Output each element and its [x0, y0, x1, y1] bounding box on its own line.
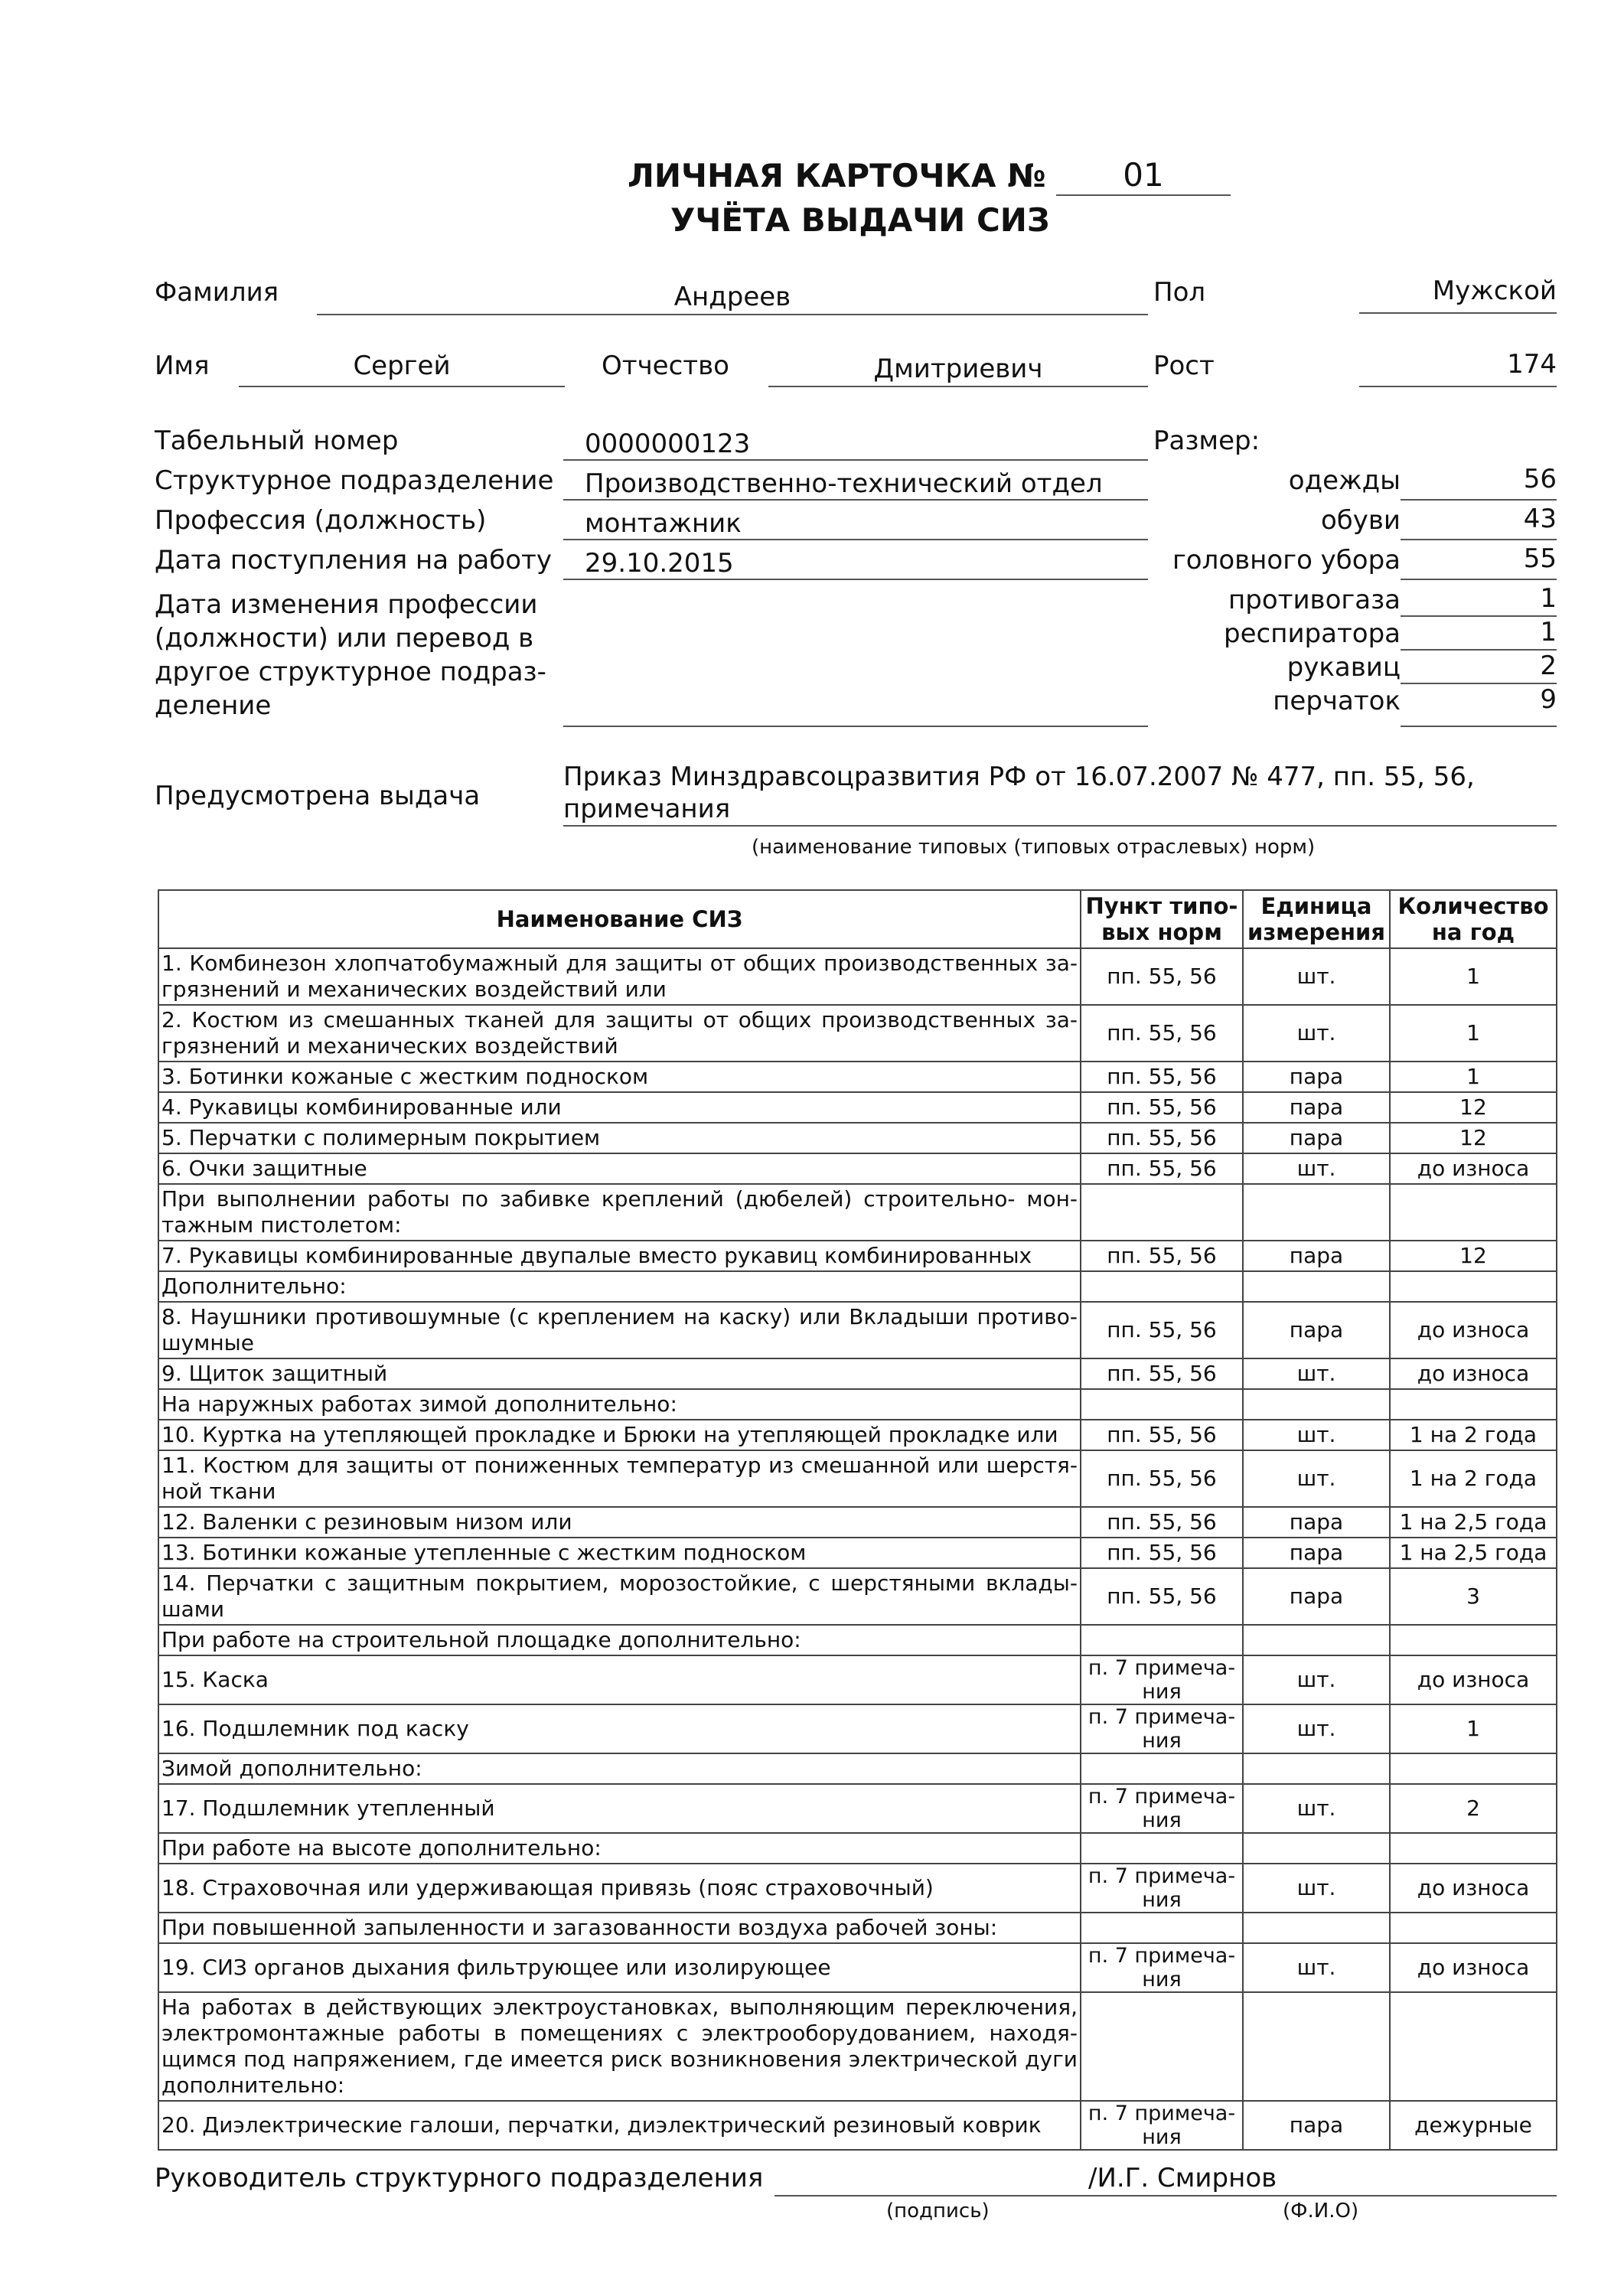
- qty-cell: до износа: [1390, 1153, 1557, 1184]
- header-norm: [1081, 890, 1243, 948]
- name-field: Сергей: [239, 351, 565, 387]
- unit-cell: [1243, 1184, 1390, 1241]
- norm-cell: пп. 55, 56: [1081, 1005, 1243, 1062]
- unit-cell: шт.: [1243, 1153, 1390, 1184]
- table-header-row: [158, 890, 1557, 948]
- change-label-line: другое структурное подраз-: [155, 657, 546, 687]
- qty-cell: [1390, 1913, 1557, 1943]
- header-unit-line: Единица: [1260, 893, 1372, 919]
- size-gasmask-value: 1: [1401, 583, 1557, 617]
- card-subtitle: УЧЁТА ВЫДАЧИ СИЗ: [670, 201, 1050, 239]
- siz-name-cell: При работе на высоте дополнительно:: [158, 1833, 1081, 1864]
- unit-cell: [1243, 1271, 1390, 1302]
- change-field: [563, 582, 1148, 727]
- table-row: [158, 1753, 1557, 1784]
- norms-field: [563, 761, 1557, 827]
- siz-name-cell: 6. Очки защитные: [158, 1153, 1081, 1184]
- norm-cell: п. 7 примеча-ния: [1081, 2101, 1243, 2150]
- table-row: [158, 1568, 1557, 1625]
- unit-cell: шт.: [1243, 1420, 1390, 1450]
- card-number: 01: [1056, 156, 1231, 196]
- qty-cell: до износа: [1390, 1943, 1557, 1992]
- table-row: [158, 1625, 1557, 1655]
- size-respirator-value: 1: [1401, 617, 1557, 651]
- siz-name-cell: 17. Подшлемник утепленный: [158, 1784, 1081, 1833]
- siz-name-cell: 19. СИЗ органов дыхания фильтрующее или изолирующее: [158, 1943, 1081, 1992]
- qty-cell: 3: [1390, 1568, 1557, 1625]
- unit-cell: пара: [1243, 1123, 1390, 1153]
- unit-cell: шт.: [1243, 1704, 1390, 1753]
- size-gloves-value: 9: [1401, 684, 1557, 727]
- size-shoes-label: обуви: [1320, 505, 1401, 536]
- qty-cell: 1 на 2,5 года: [1390, 1538, 1557, 1568]
- norm-cell: [1081, 1271, 1243, 1302]
- qty-cell: 1 на 2 года: [1390, 1450, 1557, 1507]
- unit-cell: шт.: [1243, 1864, 1390, 1913]
- norms-caption: (наименование типовых (типовых отраслевых) норм): [752, 836, 1316, 859]
- siz-name-cell: 1. Комбинезон хлопчатобумажный для защиты от общих производственных за-грязнений и механических воздействий или: [158, 948, 1081, 1005]
- size-headwear-label: головного убора: [1172, 545, 1401, 576]
- tab-number-label: Табельный номер: [155, 426, 399, 456]
- table-row: [158, 1092, 1557, 1123]
- unit-cell: шт.: [1243, 1784, 1390, 1833]
- norm-cell: пп. 55, 56: [1081, 1507, 1243, 1538]
- norm-cell: п. 7 примеча-ния: [1081, 1784, 1243, 1833]
- table-row: [158, 1153, 1557, 1184]
- qty-cell: 1: [1390, 1704, 1557, 1753]
- norm-cell: пп. 55, 56: [1081, 1062, 1243, 1092]
- unit-cell: шт.: [1243, 1358, 1390, 1389]
- hire-date-label: Дата поступления на работу: [155, 545, 552, 576]
- siz-name-cell: На работах в действующих электроустановках, выполняющим переключения, электромонтажные работы в помещениях с электрооборудованием, находя-щимся под напряжением, где имеется риск возникновения электрической дуги дополнительно:: [158, 1992, 1081, 2101]
- patronymic-label: Отчество: [602, 351, 729, 381]
- header-norm-line: вых норм: [1101, 919, 1222, 945]
- card-title: ЛИЧНАЯ КАРТОЧКА №: [628, 157, 1046, 194]
- siz-name-cell: 9. Щиток защитный: [158, 1358, 1081, 1389]
- norm-cell: пп. 55, 56: [1081, 1302, 1243, 1358]
- size-headwear-value: 55: [1401, 543, 1557, 580]
- siz-table: [158, 889, 1557, 2151]
- qty-cell: 12: [1390, 1241, 1557, 1271]
- qty-cell: 2: [1390, 1784, 1557, 1833]
- siz-name-cell: 2. Костюм из смешанных тканей для защиты от общих производственных за-грязнений и механических воздействий: [158, 1005, 1081, 1062]
- size-shoes-value: 43: [1401, 504, 1557, 540]
- siz-name-cell: 10. Куртка на утепляющей прокладке и Брюки на утепляющей прокладке или: [158, 1420, 1081, 1450]
- norm-cell: [1081, 1625, 1243, 1655]
- change-label-line: (должности) или перевод в: [155, 623, 534, 654]
- unit-cell: шт.: [1243, 1450, 1390, 1507]
- fio-caption: (Ф.И.О): [1283, 2200, 1359, 2223]
- unit-cell: [1243, 1992, 1390, 2101]
- qty-cell: дежурные: [1390, 2101, 1557, 2150]
- table-row: [158, 1507, 1557, 1538]
- unit-cell: шт.: [1243, 948, 1390, 1005]
- norm-cell: [1081, 1389, 1243, 1420]
- manager-fio-field: /И.Г. Смирнов: [774, 2163, 1557, 2197]
- position-label: Профессия (должность): [155, 505, 487, 536]
- norm-cell: п. 7 примеча-ния: [1081, 1704, 1243, 1753]
- unit-cell: [1243, 1753, 1390, 1784]
- qty-cell: [1390, 1389, 1557, 1420]
- qty-cell: до износа: [1390, 1358, 1557, 1389]
- qty-cell: 1 на 2,5 года: [1390, 1507, 1557, 1538]
- norm-cell: пп. 55, 56: [1081, 1538, 1243, 1568]
- unit-cell: [1243, 1913, 1390, 1943]
- siz-name-cell: 5. Перчатки с полимерным покрытием: [158, 1123, 1081, 1153]
- unit-cell: [1243, 1833, 1390, 1864]
- tab-number-field: 0000000123: [563, 429, 1148, 461]
- norm-cell: пп. 55, 56: [1081, 1450, 1243, 1507]
- header-name: Наименование СИЗ: [158, 890, 1081, 948]
- patronymic-field: Дмитриевич: [768, 354, 1148, 387]
- norm-cell: пп. 55, 56: [1081, 1123, 1243, 1153]
- hire-date-field: 29.10.2015: [563, 548, 1148, 580]
- unit-cell: пара: [1243, 1507, 1390, 1538]
- size-gloves-label: перчаток: [1273, 686, 1401, 716]
- siz-name-cell: 14. Перчатки с защитным покрытием, морозостойкие, с шерстяными вклады-шами: [158, 1568, 1081, 1625]
- change-label: [155, 588, 546, 722]
- norm-cell: [1081, 1992, 1243, 2101]
- size-respirator-label: респиратора: [1224, 618, 1401, 649]
- signature-caption: (подпись): [886, 2200, 990, 2223]
- unit-cell: шт.: [1243, 1943, 1390, 1992]
- siz-name-cell: На наружных работах зимой дополнительно:: [158, 1389, 1081, 1420]
- department-field: Производственно-технический отдел: [563, 468, 1148, 501]
- norm-cell: пп. 55, 56: [1081, 1420, 1243, 1450]
- siz-name-cell: 8. Наушники противошумные (с креплением на каску) или Вкладыши противо-шумные: [158, 1302, 1081, 1358]
- norm-cell: [1081, 1913, 1243, 1943]
- siz-name-cell: 4. Рукавицы комбинированные или: [158, 1092, 1081, 1123]
- table-row: [158, 1005, 1557, 1062]
- qty-cell: [1390, 1625, 1557, 1655]
- siz-name-cell: При работе на строительной площадке дополнительно:: [158, 1625, 1081, 1655]
- norm-cell: пп. 55, 56: [1081, 1092, 1243, 1123]
- table-row: [158, 1123, 1557, 1153]
- size-mittens-label: рукавиц: [1286, 652, 1401, 683]
- change-label-line: деление: [155, 690, 272, 721]
- norm-cell: пп. 55, 56: [1081, 948, 1243, 1005]
- siz-name-cell: 3. Ботинки кожаные с жестким подноском: [158, 1062, 1081, 1092]
- table-row: [158, 1784, 1557, 1833]
- table-row: [158, 2101, 1557, 2150]
- norms-label: Предусмотрена выдача: [155, 781, 481, 811]
- siz-name-cell: При выполнении работы по забивке креплений (дюбелей) строительно- мон-тажным пистолетом:: [158, 1184, 1081, 1241]
- table-row: [158, 1913, 1557, 1943]
- table-row: [158, 1864, 1557, 1913]
- height-label: Рост: [1153, 351, 1215, 381]
- unit-cell: [1243, 1389, 1390, 1420]
- qty-cell: [1390, 1992, 1557, 2101]
- table-row: [158, 1655, 1557, 1704]
- gender-field: Мужской: [1359, 276, 1557, 314]
- qty-cell: 1: [1390, 1062, 1557, 1092]
- siz-name-cell: 15. Каска: [158, 1655, 1081, 1704]
- norm-cell: п. 7 примеча-ния: [1081, 1943, 1243, 1992]
- norm-cell: п. 7 примеча-ния: [1081, 1864, 1243, 1913]
- qty-cell: 12: [1390, 1092, 1557, 1123]
- qty-cell: [1390, 1184, 1557, 1241]
- size-gasmask-label: противогаза: [1228, 585, 1401, 615]
- department-label: Структурное подразделение: [155, 465, 554, 496]
- unit-cell: пара: [1243, 1241, 1390, 1271]
- unit-cell: пара: [1243, 1092, 1390, 1123]
- surname-field: Андреев: [317, 282, 1148, 315]
- header-unit: [1243, 890, 1390, 948]
- unit-cell: пара: [1243, 1538, 1390, 1568]
- table-row: [158, 1184, 1557, 1241]
- qty-cell: [1390, 1753, 1557, 1784]
- header-unit-line: измерения: [1247, 919, 1385, 945]
- height-field: 174: [1359, 349, 1557, 387]
- qty-cell: до износа: [1390, 1864, 1557, 1913]
- norms-line-2: примечания: [563, 794, 731, 824]
- name-label: Имя: [155, 351, 210, 381]
- siz-name-cell: 13. Ботинки кожаные утепленные с жестким подноском: [158, 1538, 1081, 1568]
- norm-cell: [1081, 1833, 1243, 1864]
- unit-cell: пара: [1243, 1568, 1390, 1625]
- table-row: [158, 1302, 1557, 1358]
- siz-name-cell: При повышенной запыленности и загазованности воздуха рабочей зоны:: [158, 1913, 1081, 1943]
- table-row: [158, 1420, 1557, 1450]
- qty-cell: до износа: [1390, 1302, 1557, 1358]
- siz-name-cell: 11. Костюм для защиты от пониженных температур из смешанной или шерстя-ной ткани: [158, 1450, 1081, 1507]
- table-body: [158, 948, 1557, 2150]
- sizes-label: Размер:: [1153, 426, 1260, 456]
- table-row: [158, 1358, 1557, 1389]
- gender-label: Пол: [1153, 277, 1206, 308]
- unit-cell: пара: [1243, 1302, 1390, 1358]
- table-row: [158, 1241, 1557, 1271]
- unit-cell: пара: [1243, 2101, 1390, 2150]
- norm-cell: пп. 55, 56: [1081, 1241, 1243, 1271]
- unit-cell: [1243, 1625, 1390, 1655]
- siz-name-cell: 16. Подшлемник под каску: [158, 1704, 1081, 1753]
- unit-cell: пара: [1243, 1062, 1390, 1092]
- size-clothing-value: 56: [1401, 464, 1557, 501]
- table-row: [158, 1704, 1557, 1753]
- norm-cell: [1081, 1753, 1243, 1784]
- norm-cell: п. 7 примеча-ния: [1081, 1655, 1243, 1704]
- position-field: монтажник: [563, 508, 1148, 540]
- norm-cell: [1081, 1184, 1243, 1241]
- qty-cell: 1: [1390, 948, 1557, 1005]
- size-mittens-value: 2: [1401, 651, 1557, 684]
- unit-cell: шт.: [1243, 1005, 1390, 1062]
- header-norm-line: Пункт типо-: [1085, 893, 1238, 919]
- siz-name-cell: Дополнительно:: [158, 1271, 1081, 1302]
- table-row: [158, 1389, 1557, 1420]
- manager-label: Руководитель структурного подразделения: [155, 2163, 764, 2193]
- header-qty-line: Количество: [1397, 893, 1549, 919]
- qty-cell: 1 на 2 года: [1390, 1420, 1557, 1450]
- table-row: [158, 1992, 1557, 2101]
- table-row: [158, 1271, 1557, 1302]
- qty-cell: 1: [1390, 1005, 1557, 1062]
- norms-line-1: [563, 761, 1557, 793]
- header-qty: [1390, 890, 1557, 948]
- siz-name-cell: 12. Валенки с резиновым низом или: [158, 1507, 1081, 1538]
- qty-cell: [1390, 1271, 1557, 1302]
- unit-cell: шт.: [1243, 1655, 1390, 1704]
- change-label-line: Дата изменения профессии: [155, 589, 538, 620]
- table-row: [158, 1538, 1557, 1568]
- norm-cell: пп. 55, 56: [1081, 1568, 1243, 1625]
- norm-cell: пп. 55, 56: [1081, 1153, 1243, 1184]
- siz-name-cell: Зимой дополнительно:: [158, 1753, 1081, 1784]
- table-row: [158, 1062, 1557, 1092]
- surname-label: Фамилия: [155, 277, 279, 308]
- norm-cell: пп. 55, 56: [1081, 1358, 1243, 1389]
- siz-name-cell: 20. Диэлектрические галоши, перчатки, диэлектрический резиновый коврик: [158, 2101, 1081, 2150]
- siz-name-cell: 7. Рукавицы комбинированные двупалые вместо рукавиц комбинированных: [158, 1241, 1081, 1271]
- siz-name-cell: 18. Страховочная или удерживающая привязь (пояс страховочный): [158, 1864, 1081, 1913]
- qty-cell: 12: [1390, 1123, 1557, 1153]
- header-qty-line: на год: [1431, 919, 1515, 945]
- qty-cell: до износа: [1390, 1655, 1557, 1704]
- qty-cell: [1390, 1833, 1557, 1864]
- norms-text: Приказ Минздравсоцразвития РФ от 16.07.2007 № 477, пп. 55, 56,: [563, 762, 1475, 792]
- table-row: [158, 1450, 1557, 1507]
- size-clothing-label: одежды: [1288, 465, 1401, 496]
- table-row: [158, 1833, 1557, 1864]
- table-row: [158, 948, 1557, 1005]
- table-row: [158, 1943, 1557, 1992]
